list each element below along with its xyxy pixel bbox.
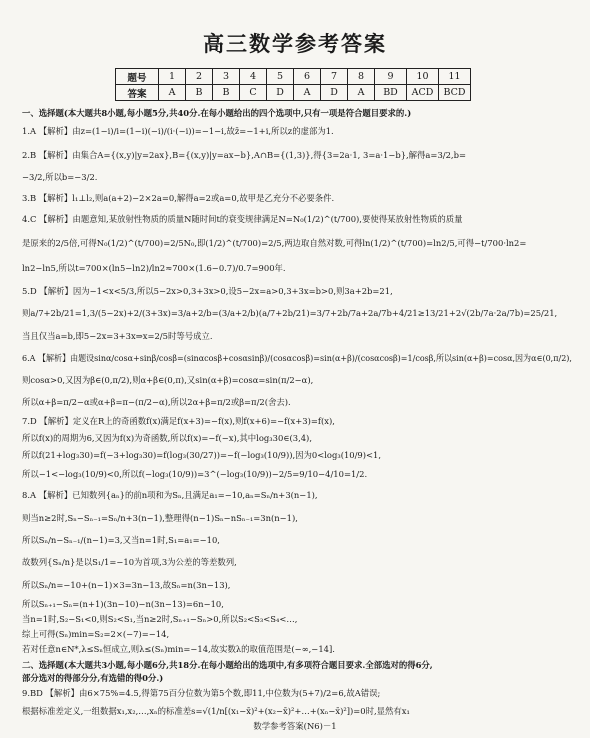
solution-line: 当n=1时,S₂−S₁<0,则S₂<S₁,当n≥2时,Sₙ₊₁−Sₙ>0,所以S₂<S₃<S₄<…, — [22, 614, 298, 624]
table-cell: D — [267, 85, 294, 101]
solution-line: 是原来的2/5倍,可得N₀(1/2)^(t/700)=2/5N₀,即(1/2)^(t/700)=2/5,两边取自然对数,可得ln(1/2)^(t/700)=ln2/5,可得−t/700·ln2= — [22, 238, 527, 248]
table-cell: A — [348, 85, 375, 101]
table-cell: 题号 — [116, 69, 159, 85]
solution-line: 所以f(x)的周期为6,又因为f(x)为奇函数,所以f(x)=−f(−x),其中log₃30∈(3,4), — [22, 433, 312, 443]
table-cell: 6 — [294, 69, 321, 85]
solution-line: 则a/7+2b/21=1,3/(5−2x)+2/(3+3x)=3/a+2/b=(3/a+2/b)(a/7+2b/21)=3/7+2b/7a+2a/7b+4/21≥13/21+2√(2b/7a·2a/7b)=25/21, — [22, 308, 558, 318]
table-cell: 5 — [267, 69, 294, 85]
table-cell: 3 — [213, 69, 240, 85]
table-cell: BCD — [439, 85, 471, 101]
solution-line: 所以Sₙ/n−Sₙ₋₁/(n−1)=3,又当n=1时,S₁=a₁=−10, — [22, 535, 220, 545]
table-row-answers — [116, 85, 471, 101]
solution-line: 则cosα>0,又因为β∈(0,π/2),则α+β∈(0,π),又sin(α+β)=cosα=sin(π/2−α), — [22, 375, 314, 385]
solution-line: 当且仅当a=b,即5−2x=3+3x⇒x=2/5时等号成立. — [22, 331, 213, 341]
solution-line: 所以f(21+log₃30)=f(−3+log₃30)=f(log₃(30/27))=−f(−log₃(10/9)),因为0<log₃(10/9)<1, — [22, 450, 382, 460]
solution-line: 综上可得(Sₙ)min=S₂=2×(−7)=−14, — [22, 629, 170, 639]
solution-line: 1.A 【解析】由z=(1−i)/i=(1−i)(−i)/(i·(−i))=−1−i,故z̄=−1+i,所以z的虚部为1. — [22, 126, 334, 136]
table-cell: 4 — [240, 69, 267, 85]
solution-line: 6.A 【解析】由题设sinα/cosα+sinβ/cosβ=(sinαcosβ+cosαsinβ)/(cosαcosβ)=sin(α+β)/(cosαcosβ)=1/cosβ,所以sin(α+β)=cosα,因为α∈(0,π/2), — [22, 353, 572, 363]
section-heading: 部分选对的得部分分,有选错的得0分.) — [22, 673, 164, 683]
table-cell: 11 — [439, 69, 471, 85]
solution-line: 3.B 【解析】l₁⊥l₂,则a(a+2)−2×2a=0,解得a=2或a=0,故甲是乙充分不必要条件. — [22, 193, 335, 203]
solution-line: 9.BD 【解析】由6×75%=4.5,得第75百分位数为第5个数,即11,中位数为(5+7)/2=6,故A错误; — [22, 688, 381, 698]
solution-line: 故数列{Sₙ/n}是以S₁/1=−10为首项,3为公差的等差数列, — [22, 557, 237, 567]
solution-line: −3/2,所以b=−3/2. — [22, 172, 98, 182]
solution-line: 所以Sₙ/n=−10+(n−1)×3=3n−13,故Sₙ=n(3n−13), — [22, 580, 231, 590]
table-cell: ACD — [407, 85, 439, 101]
table-cell: BD — [375, 85, 407, 101]
solution-line: 5.D 【解析】因为−1<x<5/3,所以5−2x>0,3+3x>0,设5−2x=a>0,3+3x=b>0,则3a+2b=21, — [22, 286, 393, 296]
table-cell: 7 — [321, 69, 348, 85]
solution-line: ln2−ln5,所以t=700×(ln5−ln2)/ln2≈700×(1.6−0.7)/0.7=900年. — [22, 263, 286, 273]
table-cell: A — [159, 85, 186, 101]
solution-line: 则当n≥2时,Sₙ−Sₙ₋₁=Sₙ/n+3(n−1),整理得(n−1)Sₙ−nSₙ₋₁=3n(n−1), — [22, 513, 298, 523]
solution-line: 7.D 【解析】定义在R上的奇函数f(x)满足f(x+3)=−f(x),则f(x+6)=−f(x+3)=f(x), — [22, 416, 335, 426]
table-cell: A — [294, 85, 321, 101]
table-cell: 答案 — [116, 85, 159, 101]
table-cell: 1 — [159, 69, 186, 85]
table-cell: B — [186, 85, 213, 101]
section-heading: 二、选择题(本大题共3小题,每小题6分,共18分.在每小题给出的选项中,有多项符合题目要求.全部选对的得6分, — [22, 660, 433, 670]
page-title: 高三数学参考答案 — [203, 31, 387, 56]
solution-line: 所以Sₙ₊₁−Sₙ=(n+1)(3n−10)−n(3n−13)=6n−10, — [22, 599, 224, 609]
section-heading: 一、选择题(本大题共8小题,每小题5分,共40分.在每小题给出的四个选项中,只有一项是符合题目要求的.) — [22, 108, 412, 118]
table-cell: 9 — [375, 69, 407, 85]
table-cell: B — [213, 85, 240, 101]
page-footer: 数学参考答案(N6)－1 — [253, 721, 337, 731]
table-cell: C — [240, 85, 267, 101]
table-cell: 10 — [407, 69, 439, 85]
solution-line: 所以−1<−log₃(10/9)<0,所以f(−log₃(10/9))=3^(−log₃(10/9))−2/5=9/10−4/10=1/2. — [22, 469, 368, 479]
answer-table — [115, 68, 471, 101]
solution-line: 8.A 【解析】已知数列{aₙ}的前n项和为Sₙ,且满足a₁=−10,aₙ=Sₙ/n+3(n−1), — [22, 490, 318, 500]
solution-line: 所以α+β=π/2−α或α+β=π−(π/2−α),所以2α+β=π/2或β=π/2(舍去). — [22, 397, 291, 407]
solution-line: 2.B 【解析】由集合A={(x,y)|y=2ax},B={(x,y)|y=ax−b},A∩B={(1,3)},得{3=2a·1, 3=a·1−b},解得a=3/2,b= — [22, 150, 466, 160]
solution-line: 4.C 【解析】由题意知,某放射性物质的质量N随时间t的衰变规律满足N=N₀(1/2)^(t/700),要使得某放射性物质的质量 — [22, 214, 463, 224]
table-cell: D — [321, 85, 348, 101]
table-cell: 8 — [348, 69, 375, 85]
solution-line: 若对任意n∈N*,λ≤Sₙ恒成立,则λ≤(Sₙ)min=−14,故实数λ的取值范围是(−∞,−14]. — [22, 644, 335, 654]
table-cell: 2 — [186, 69, 213, 85]
solution-line: 根据标准差定义,一组数据x₁,x₂,…,xₙ的标准差s=√(1/n[(x₁−x̄)²+(x₂−x̄)²+…+(xₙ−x̄)²])=0时,显然有x₁ — [22, 706, 410, 716]
table-row-header — [116, 69, 471, 85]
